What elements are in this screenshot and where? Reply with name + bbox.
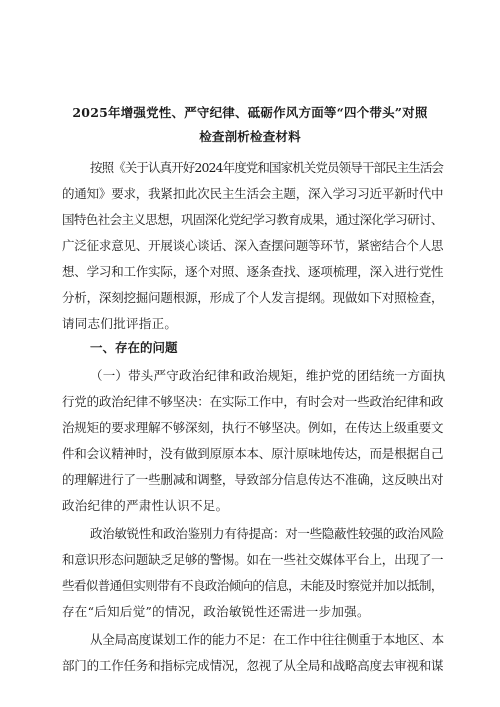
body-line: 的理解进行了一些删减和调整，导致部分信息传达不准确，这反映出对: [62, 472, 444, 487]
intro-line: 分析，深刻挖掘问题根源，形成了个人发言提纲。现做如下对照检查，: [62, 290, 444, 305]
body-line: 行党的政治纪律不够坚决：在实际工作中，有时会对一些政治纪律和政: [62, 394, 444, 409]
body-line: 政治敏锐性和政治鉴别力有待提高：对一些隐蔽性较强的政治风险: [90, 526, 444, 541]
body-line: 从全局高度谋划工作的能力不足：在工作中往往侧重于本地区、本: [90, 632, 444, 647]
body-line: 和意识形态问题缺乏足够的警惕。如在一些社交媒体平台上，出现了一: [62, 552, 444, 567]
intro-line: 的通知》要求，我紧扣此次民主生活会主题，深入学习习近平新时代中: [62, 186, 444, 201]
intro-line: 想、学习和工作实际，逐个对照、逐条查找、逐项梳理，深入进行党性: [62, 264, 444, 279]
body-line: 部门的工作任务和指标完成情况，忽视了从全局和战略高度去审视和谋: [62, 658, 444, 673]
body-line: 些看似普通但实则带有不良政治倾向的信息，未能及时察觉并加以抵制，: [62, 578, 443, 593]
document-title-line-2: 检查剖析检查材料: [199, 129, 301, 144]
section-heading: 一、存在的问题: [90, 340, 178, 355]
intro-line: 请同志们批评指正。: [62, 316, 178, 331]
body-line: 件和会议精神时，没有做到原原本本、原汁原味地传达，而是根据自己: [62, 446, 444, 461]
body-line: 政治纪律的严肃性认识不足。: [62, 498, 229, 513]
intro-line: 国特色社会主义思想，巩固深化党纪学习教育成果，通过深化学习研讨、: [62, 212, 443, 227]
intro-line: 广泛征求意见、开展谈心谈话、深入查摆问题等环节，紧密结合个人思: [62, 238, 444, 253]
document-title-line-1: 2025年增强党性、严守纪律、砥砺作风方面等“四个带头”对照: [72, 105, 428, 120]
body-line: 治规矩的要求理解不够深刻，执行不够坚决。例如，在传达上级重要文: [62, 420, 444, 435]
body-line: 存在“后知后觉”的情况，政治敏锐性还需进一步加强。: [62, 604, 370, 619]
body-line: （一）带头严守政治纪律和政治规矩，维护党的团结统一方面执: [90, 368, 446, 383]
intro-line: 按照《关于认真开好2024年度党和国家机关党员领导干部民主生活会: [90, 160, 444, 175]
